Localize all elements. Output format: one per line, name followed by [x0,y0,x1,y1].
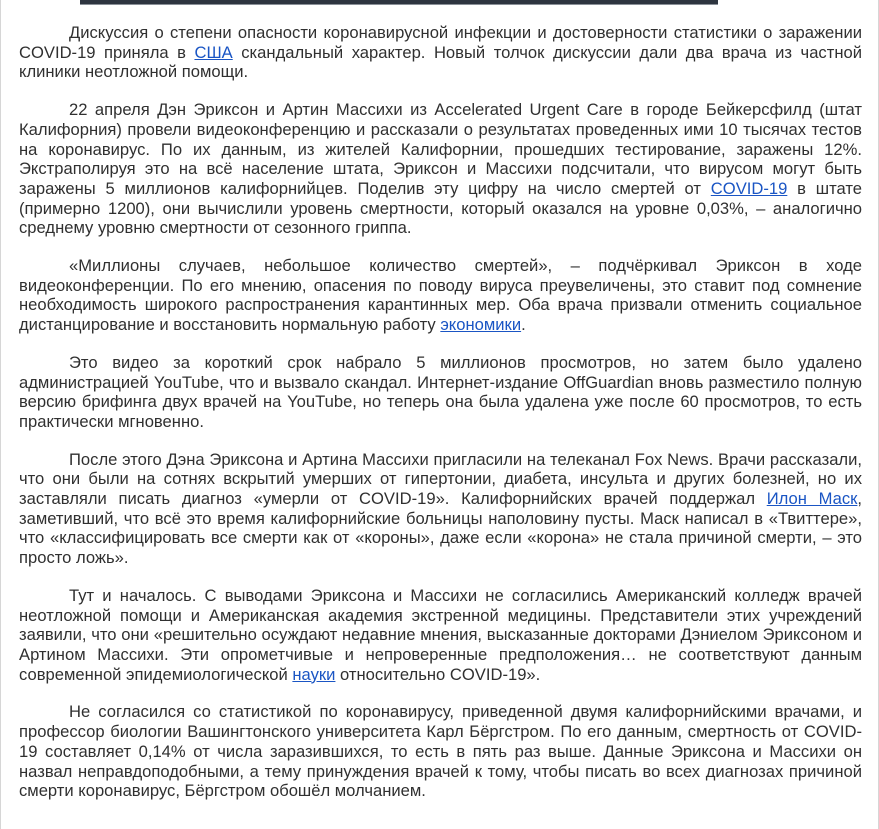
article-body [19,23,862,819]
paragraph-text: . [521,315,526,335]
link-economics[interactable]: экономики [440,315,522,335]
paragraph-text: 22 апреля Дэн Эриксон и Артин Массихи из Accelerated Urgent Care в городе Бейкерсфилд (штат Калифорния) провели видеоконференцию и рассказали о результатах проведенных ими 10 тысячах тестов на коронавирус. По их данным, из жителей Калифорнии, прошедших тестирование, заражены 12%. Экстраполируя это на всё население штата, Эриксон и Массихи подсчитали, что вирусом могут быть заражены 5 миллионов калифорнийцев. Поделив эту цифру на число смертей от [19,100,862,198]
paragraph-text: После этого Дэна Эриксона и Артина Массихи пригласили на телеканал Fox News. Врачи рассказали, что они были на сотнях вскрытий умерших от гипертонии, диабета, инсульта и других болезней, но их заставляли писать диагноз «умерли от COVID-19». Калифорнийских врачей поддержал [19,449,862,509]
paragraph-text: Не согласился со статистикой по коронавирусу, приведенной двумя калифорнийскими врачами, и профессор биологии Вашингтонского университета Карл Бёргстром. По его данным, смертность от COVID-19 составляет 0,14% от числа заразившихся, то есть в пять раз выше. Данные Эриксона и Массихи он назвал неправдоподобными, а тему принуждения врачей к тому, чтобы писать во всех диагнозах причиной смерти коронавирус, Бёргстром обошёл молчанием. [19,702,862,801]
paragraph-text: Тут и началось. С выводами Эриксона и Массихи не согласились Американский колледж врачей неотложной помощи и Американская академия экстренной медицины. Представители этих учреждений заявили, что они «решительно осуждают недавние мнения, высказанные докторами Дэниелом Эриксоном и Артином Массихи. Эти опрометчивые и непроверенные предположения… не соответствуют данным современной эпидемиологической [19,585,862,684]
article-paragraph [19,23,862,82]
left-border [0,0,1,829]
link-science[interactable]: науки [292,664,336,684]
link-covid-19[interactable]: COVID-19 [710,178,788,198]
paragraph-text: скандальный характер. Новый толчок дискуссии дали два врача из частной клиники неотложной помощи. [19,42,862,82]
paragraph-text: Это видео за короткий срок набрало 5 миллионов просмотров, но затем было удалено администрацией YouTube, что и вызвало скандал. Интернет-издание OffGuardian вновь разместило полную версию брифинга двух врачей на YouTube, но теперь она была удалена уже после 60 просмотров, то есть практически мгновенно. [19,352,862,431]
paragraph-text: Дискуссия о степени опасности коронавирусной инфекции и достоверности статистики о заражении COVID-19 приняла в [19,23,862,62]
article-paragraph [19,353,862,432]
article-image-bottom-edge [80,0,718,5]
article-paragraph [19,256,862,335]
link-usa[interactable]: США [194,42,233,62]
paragraph-text: , заметивший, что всё это время калифорнийские больницы наполовину пусты. Маск написал в «Твиттере», что «классифицировать все смерти как от «короны», даже если «корона» не стала причиной смерти, – это просто ложь». [19,489,863,568]
article-paragraph [19,586,862,685]
paragraph-text: относительно COVID-19». [335,664,541,684]
article-paragraph [19,702,862,801]
link-elon-musk[interactable]: Илон Маск [766,489,858,509]
paragraph-text: в штате (примерно 1200), они вычислили уровень смертности, который оказался на уровне 0,03%, – аналогично среднему уровню смертности от сезонного гриппа. [19,178,862,238]
paragraph-text: «Миллионы случаев, небольшое количество смертей», – подчёркивал Эриксон в ходе видеоконференции. По его мнению, опасения по поводу вируса преувеличены, это ставит под сомнение необходимость широкого распространения карантинных мер. Оба врача призвали отменить социальное дистанцирование и восстановить нормальную работу [19,256,862,335]
article-paragraph [19,450,862,568]
article-paragraph [19,100,862,238]
